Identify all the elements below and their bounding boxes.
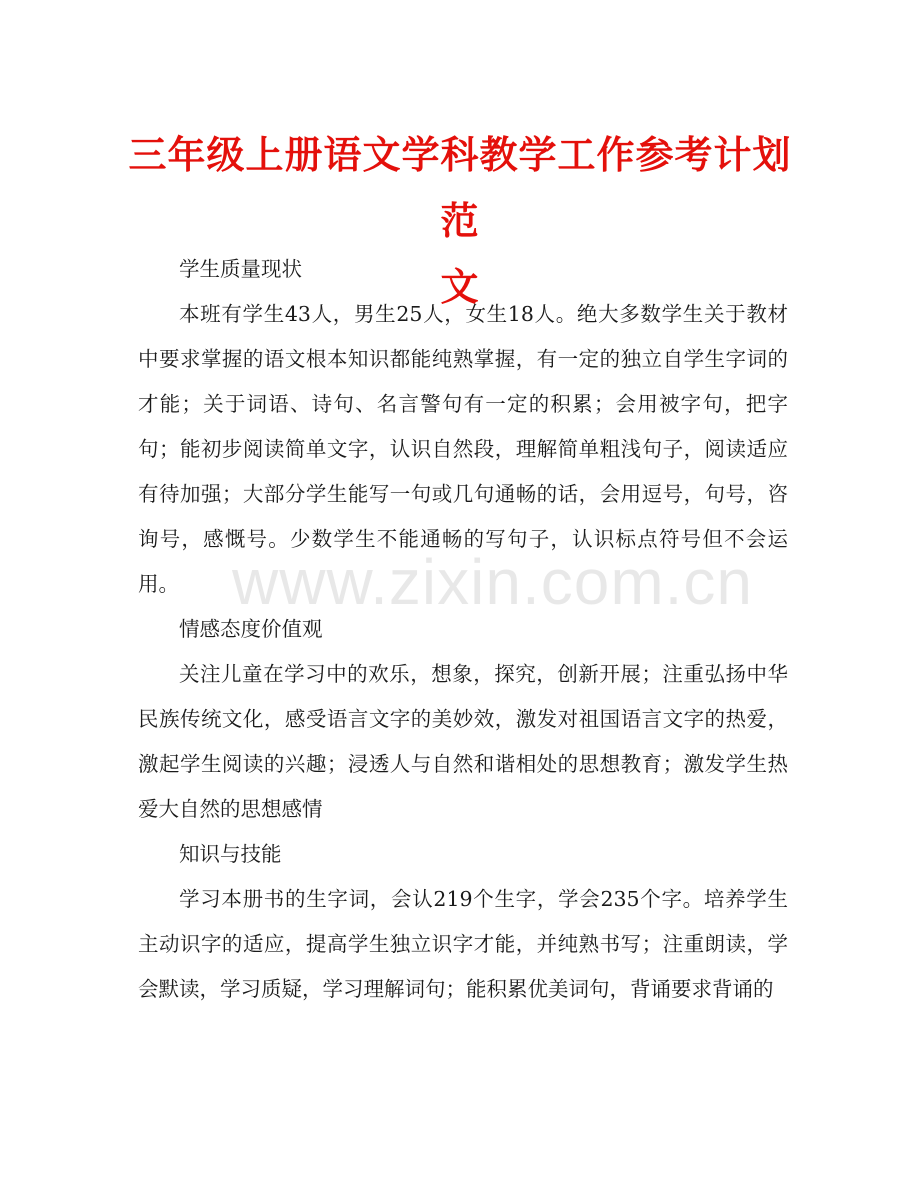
document-body: [138, 247, 788, 1012]
section-body-values: 关注儿童在学习中的欢乐，想象，探究，创新开展；注重弘扬中华民族传统文化，感受语言文字的美妙效，激发对祖国语言文字的热爱，激起学生阅读的兴趣；浸透人与自然和谐相处的思想教育；激发学生热爱大自然的思想感情: [138, 662, 788, 821]
watermark: www.zixin.com.cn: [232, 546, 753, 618]
section-heading-quality: 学生质量现状: [179, 257, 302, 281]
section-body-skills: 学习本册书的生字词，会认219个生字，学会235个字。培养学生主动识字的适应，提高学生独立识字才能，并纯熟书写；注重朗读，学会默读，学习质疑，学习理解词句；能积累优美词句，背诵要求背诵的: [138, 887, 788, 1001]
section-heading-skills: 知识与技能: [179, 842, 282, 866]
section-heading-values: 情感态度价值观: [179, 617, 323, 641]
title-line-1: 三年级上册语文学科教学工作参考计划范: [128, 133, 792, 243]
title-line-2: 文: [440, 265, 480, 309]
section-body-quality: 本班有学生43人，男生25人，女生18人。绝大多数学生关于教材中要求掌握的语文根本知识都能纯熟掌握，有一定的独立自学生字词的才能；关于词语、诗句、名言警句有一定的积累；会用被字句，把字句；能初步阅读简单文字，认识自然段，理解简单粗浅句子，阅读适应有待加强；大部分学生能写一句或几句通畅的话，会用逗号，句号，咨询号，感慨号。少数学生不能通畅的写句子，认识标点符号但不会运用。: [138, 302, 788, 596]
